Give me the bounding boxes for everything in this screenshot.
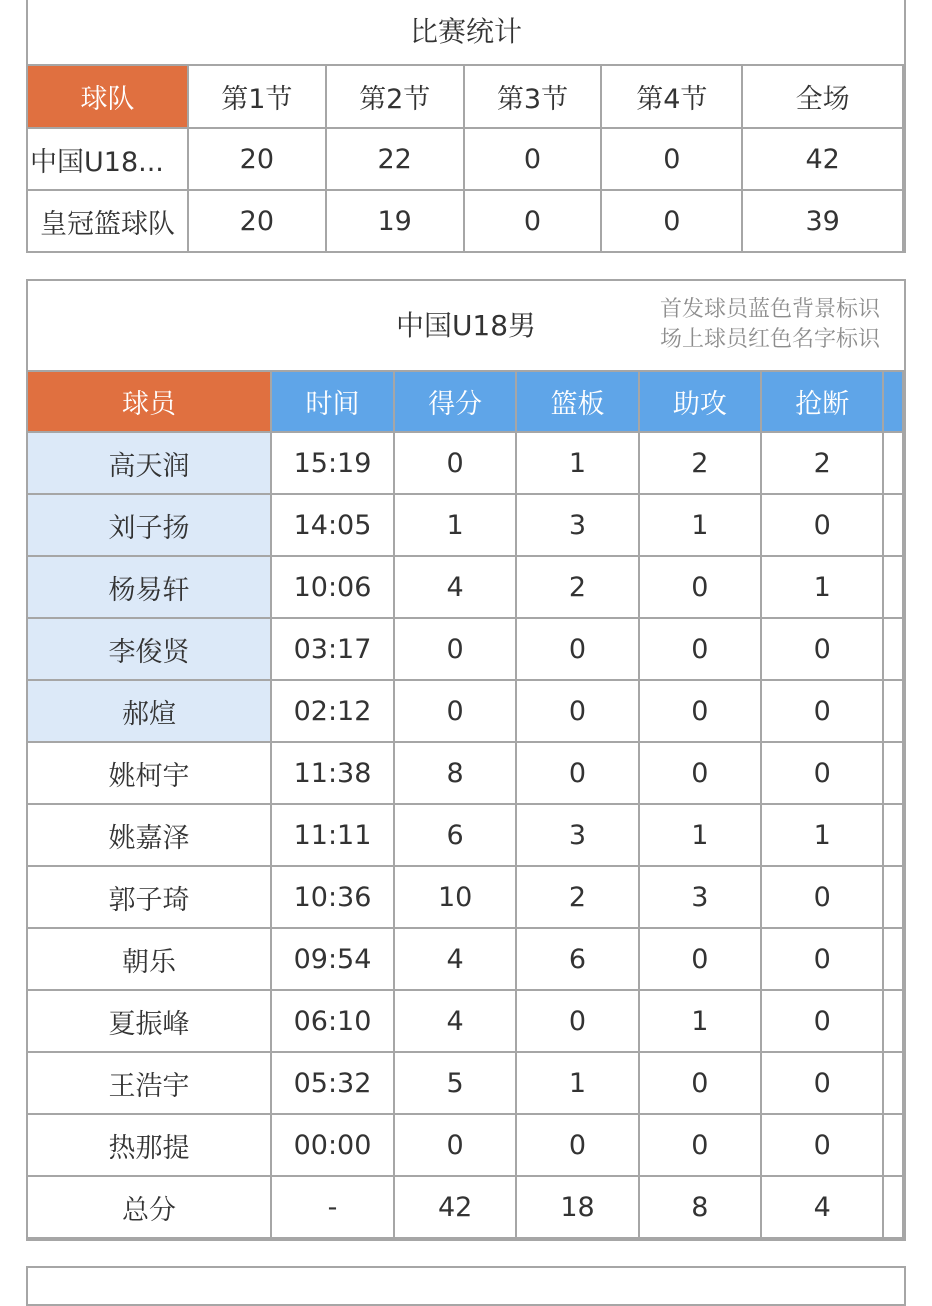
total-score: 39	[742, 190, 903, 252]
overflow-cell	[883, 804, 903, 866]
q3-score: 0	[464, 128, 602, 190]
points: 6	[394, 804, 516, 866]
play-time: 10:36	[271, 866, 394, 928]
player-row	[28, 742, 903, 804]
col-header-assists: 助攻	[639, 372, 761, 432]
q4-score: 0	[601, 190, 742, 252]
q3-score: 0	[464, 190, 602, 252]
player-row	[28, 928, 903, 990]
player-name[interactable]: 朝乐	[28, 928, 271, 990]
points: 0	[394, 618, 516, 680]
steals: 1	[761, 556, 883, 618]
assists: 0	[639, 742, 761, 804]
q1-score: 20	[188, 190, 326, 252]
rebounds: 2	[516, 556, 638, 618]
play-time: 15:19	[271, 432, 394, 494]
player-name[interactable]: 李俊贤	[28, 618, 271, 680]
col-header-time: 时间	[271, 372, 394, 432]
play-time: 09:54	[271, 928, 394, 990]
overflow-cell	[883, 432, 903, 494]
play-time: 00:00	[271, 1114, 394, 1176]
play-time: 03:17	[271, 618, 394, 680]
q2-score: 22	[326, 128, 464, 190]
steals: 4	[761, 1176, 883, 1238]
points: 8	[394, 742, 516, 804]
points: 0	[394, 1114, 516, 1176]
player-name[interactable]: 郭子琦	[28, 866, 271, 928]
steals: 1	[761, 804, 883, 866]
player-row	[28, 804, 903, 866]
rebounds: 1	[516, 1052, 638, 1114]
steals: 0	[761, 1114, 883, 1176]
assists: 3	[639, 866, 761, 928]
q1-score: 20	[188, 128, 326, 190]
player-name[interactable]: 夏振峰	[28, 990, 271, 1052]
steals: 0	[761, 494, 883, 556]
overflow-cell	[883, 866, 903, 928]
col-header-team: 球队	[28, 66, 188, 128]
total-score: 42	[742, 128, 903, 190]
overflow-cell	[883, 742, 903, 804]
rebounds: 2	[516, 866, 638, 928]
overflow-cell	[883, 928, 903, 990]
rebounds: 0	[516, 990, 638, 1052]
next-panel	[26, 1266, 906, 1306]
player-row	[28, 680, 903, 742]
assists: 1	[639, 804, 761, 866]
totals-row	[28, 1176, 903, 1238]
player-name[interactable]: 高天润	[28, 432, 271, 494]
assists: 0	[639, 680, 761, 742]
rebounds: 18	[516, 1176, 638, 1238]
q4-score: 0	[601, 128, 742, 190]
col-header-q3: 第3节	[464, 66, 602, 128]
col-header-q4: 第4节	[601, 66, 742, 128]
player-row	[28, 494, 903, 556]
score-header-row	[28, 66, 903, 128]
player-name[interactable]: 姚嘉泽	[28, 804, 271, 866]
totals-label: 总分	[28, 1176, 271, 1238]
legend-on-court: 场上球员红色名字标识	[659, 327, 880, 352]
steals: 0	[761, 990, 883, 1052]
rebounds: 3	[516, 494, 638, 556]
rebounds: 0	[516, 618, 638, 680]
player-row	[28, 1052, 903, 1114]
game-stats-panel	[26, 0, 906, 253]
steals: 0	[761, 1052, 883, 1114]
col-header-player: 球员	[28, 372, 271, 432]
player-row	[28, 556, 903, 618]
player-name[interactable]: 杨易轩	[28, 556, 271, 618]
player-table-body	[28, 372, 903, 1238]
team-name[interactable]: 皇冠篮球队	[28, 190, 188, 252]
player-stats-panel	[26, 279, 906, 1241]
overflow-cell	[883, 618, 903, 680]
rebounds: 1	[516, 432, 638, 494]
points: 4	[394, 990, 516, 1052]
points: 4	[394, 556, 516, 618]
player-name[interactable]: 姚柯宇	[28, 742, 271, 804]
steals: 2	[761, 432, 883, 494]
player-name[interactable]: 郝煊	[28, 680, 271, 742]
play-time: 02:12	[271, 680, 394, 742]
assists: 8	[639, 1176, 761, 1238]
steals: 0	[761, 866, 883, 928]
overflow-cell	[883, 556, 903, 618]
col-header-rebounds: 篮板	[516, 372, 638, 432]
steals: 0	[761, 618, 883, 680]
overflow-cell	[883, 680, 903, 742]
assists: 1	[639, 990, 761, 1052]
points: 4	[394, 928, 516, 990]
player-row	[28, 1114, 903, 1176]
player-stats-title-bar	[28, 281, 904, 372]
assists: 1	[639, 494, 761, 556]
player-row	[28, 432, 903, 494]
assists: 0	[639, 556, 761, 618]
points: 10	[394, 866, 516, 928]
rebounds: 0	[516, 1114, 638, 1176]
player-row	[28, 990, 903, 1052]
rebounds: 0	[516, 742, 638, 804]
assists: 0	[639, 618, 761, 680]
legend-note	[660, 295, 880, 355]
col-header-q1: 第1节	[188, 66, 326, 128]
game-stats-title: 比赛统计	[28, 0, 904, 66]
team-title: 中国U18男	[395, 309, 537, 342]
player-name[interactable]: 王浩宇	[28, 1052, 271, 1114]
overflow-cell	[883, 990, 903, 1052]
overflow-cell	[883, 494, 903, 556]
overflow-cell	[883, 1176, 903, 1238]
q2-score: 19	[326, 190, 464, 252]
col-header-overflow	[883, 372, 903, 432]
team-name[interactable]: 中国U18...	[28, 128, 188, 190]
quarter-score-table	[28, 66, 904, 253]
legend-starters: 首发球员蓝色背景标识	[659, 297, 880, 322]
play-time: 06:10	[271, 990, 394, 1052]
player-stats-table	[28, 372, 904, 1239]
player-name[interactable]: 刘子扬	[28, 494, 271, 556]
rebounds: 3	[516, 804, 638, 866]
assists: 0	[639, 928, 761, 990]
player-header-row	[28, 372, 903, 432]
play-time: 14:05	[271, 494, 394, 556]
player-name[interactable]: 热那提	[28, 1114, 271, 1176]
play-time: 11:11	[271, 804, 394, 866]
steals: 0	[761, 742, 883, 804]
points: 1	[394, 494, 516, 556]
col-header-points: 得分	[394, 372, 516, 432]
col-header-total: 全场	[742, 66, 903, 128]
player-row	[28, 618, 903, 680]
col-header-q2: 第2节	[326, 66, 464, 128]
points: 5	[394, 1052, 516, 1114]
rebounds: 0	[516, 680, 638, 742]
assists: 2	[639, 432, 761, 494]
score-row-team-2	[28, 190, 903, 252]
steals: 0	[761, 680, 883, 742]
score-row-team-1	[28, 128, 903, 190]
points: 42	[394, 1176, 516, 1238]
assists: 0	[639, 1052, 761, 1114]
play-time: 11:38	[271, 742, 394, 804]
points: 0	[394, 680, 516, 742]
overflow-cell	[883, 1052, 903, 1114]
play-time: 10:06	[271, 556, 394, 618]
player-row	[28, 866, 903, 928]
col-header-steals: 抢断	[761, 372, 883, 432]
steals: 0	[761, 928, 883, 990]
play-time: 05:32	[271, 1052, 394, 1114]
points: 0	[394, 432, 516, 494]
rebounds: 6	[516, 928, 638, 990]
play-time: -	[271, 1176, 394, 1238]
assists: 0	[639, 1114, 761, 1176]
overflow-cell	[883, 1114, 903, 1176]
